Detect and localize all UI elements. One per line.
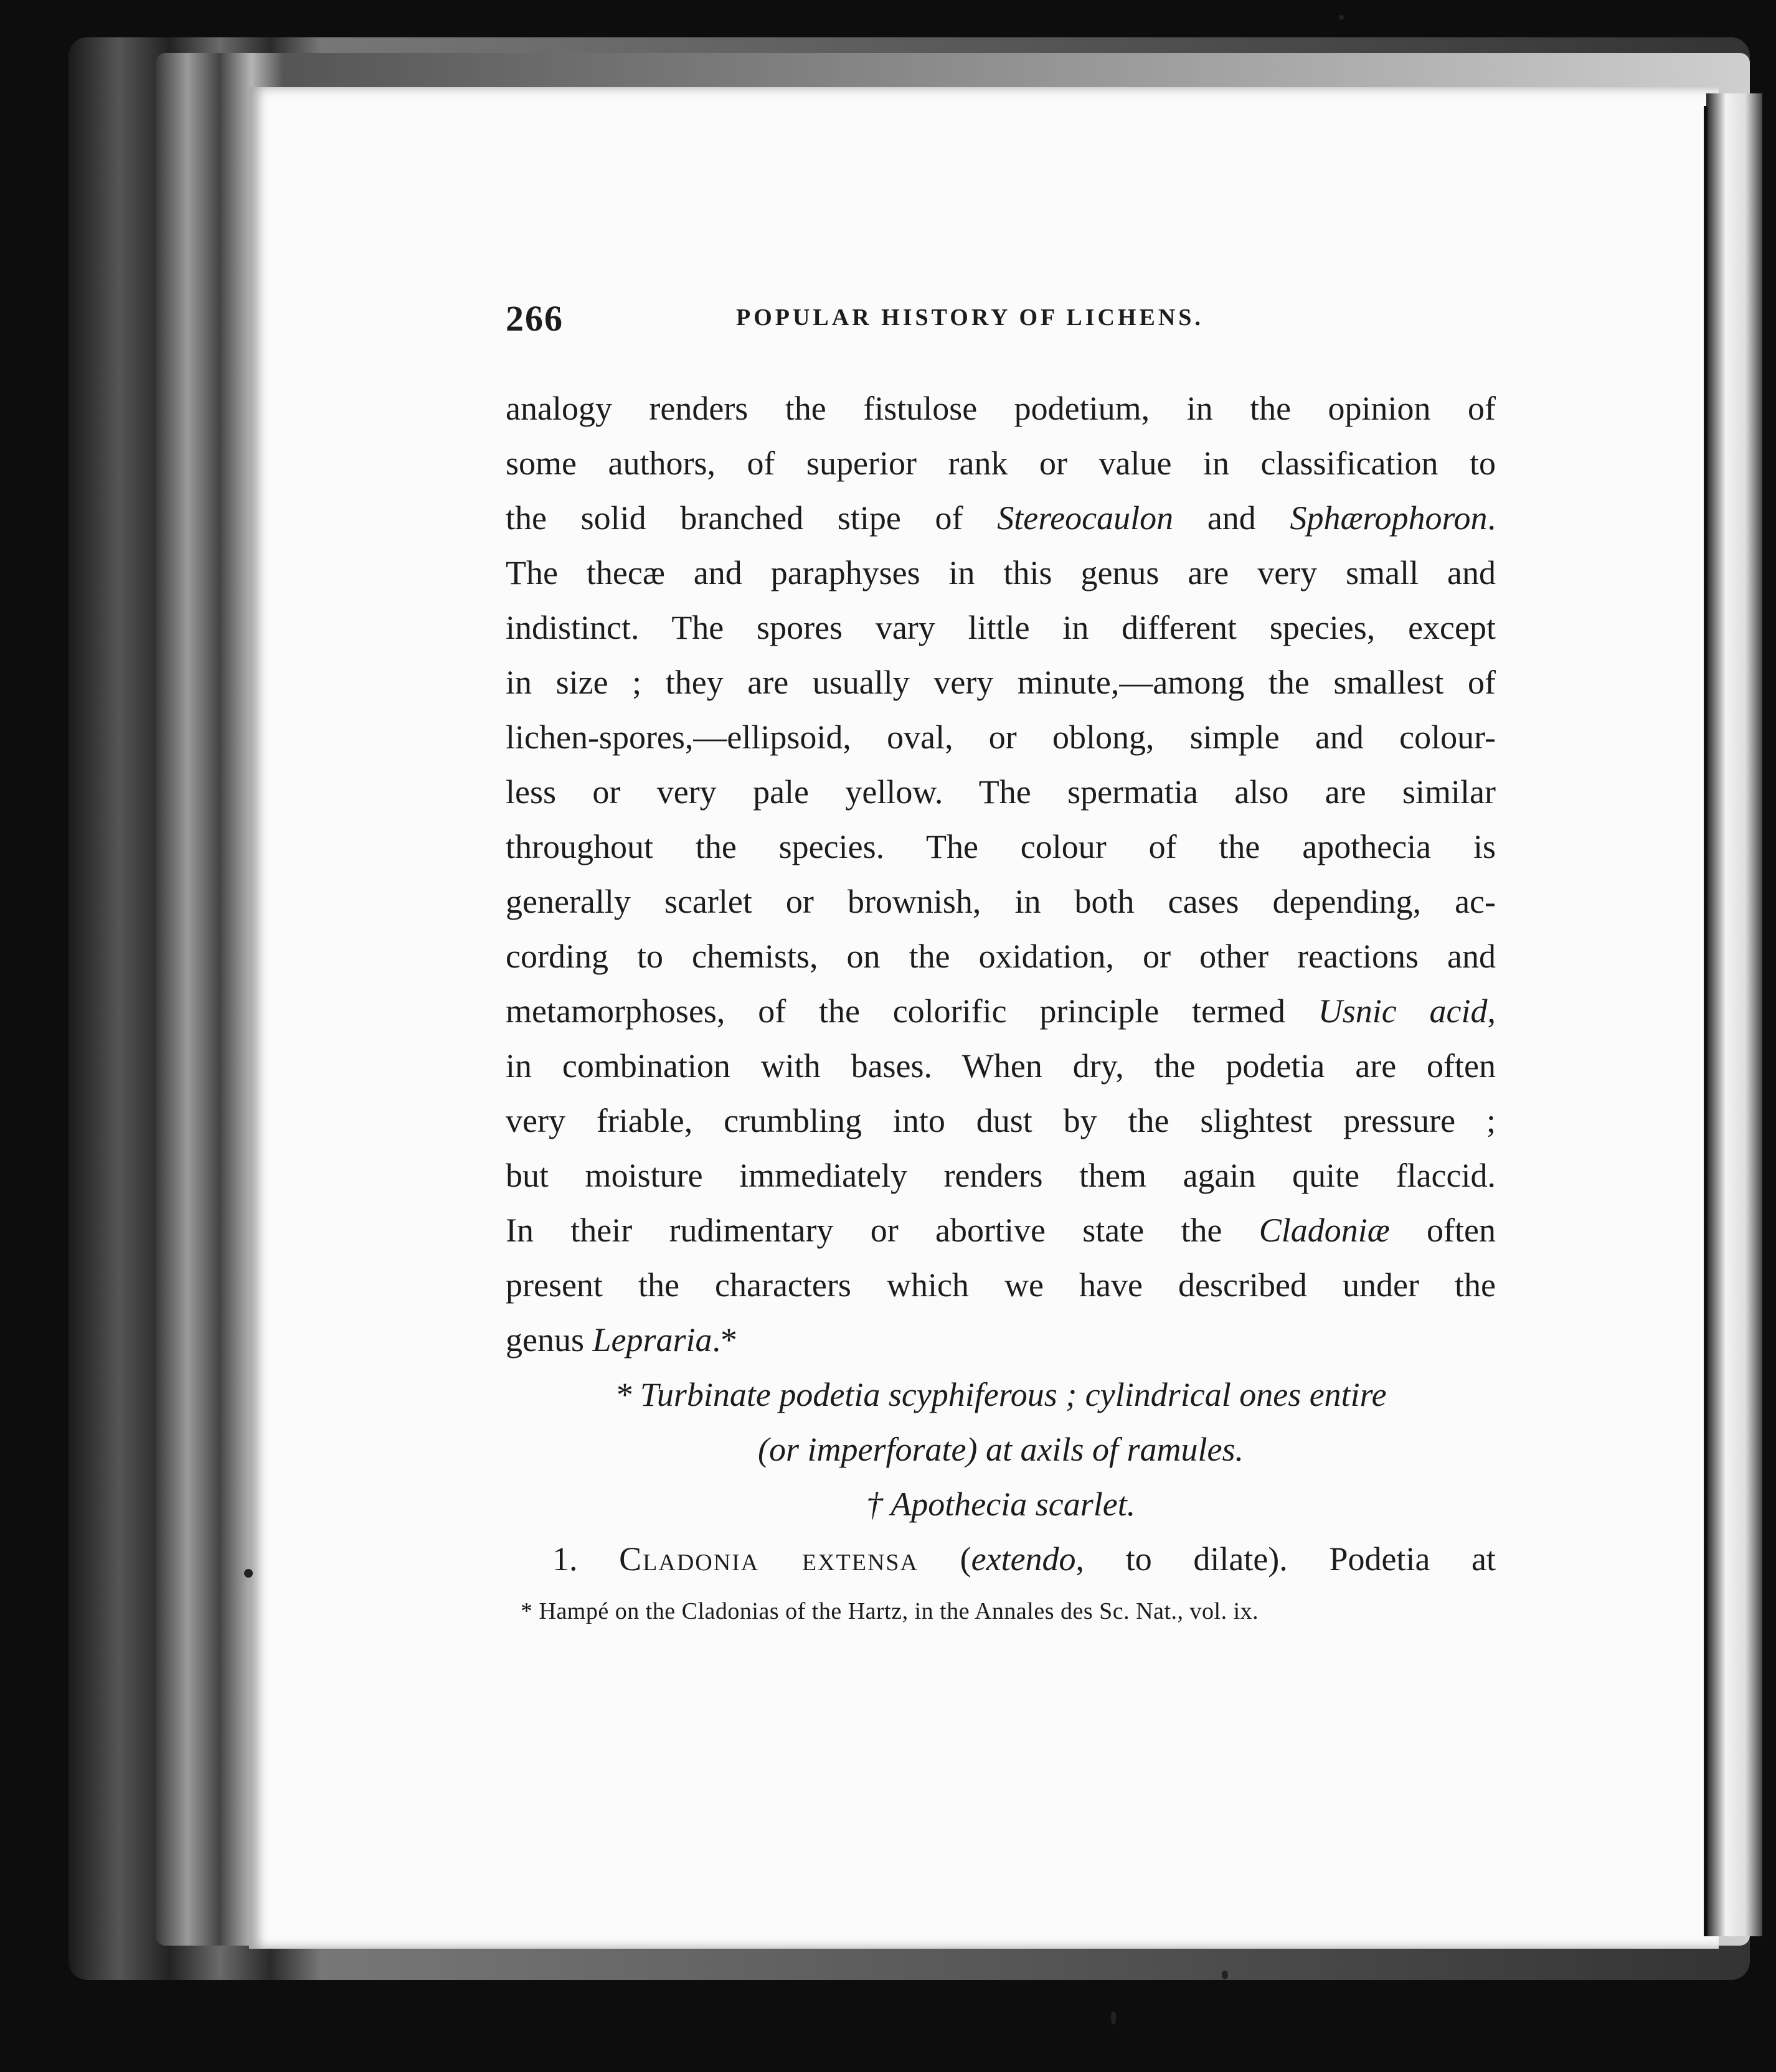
page-header <box>506 298 1502 341</box>
text-line: lichen-spores,—ellipsoid, oval, or oblong, simple and colour- <box>506 718 1496 756</box>
scan-speck <box>1339 15 1344 20</box>
scan-speck <box>244 1569 253 1578</box>
text-line: less or very pale yellow. The spermatia also are similar <box>506 773 1496 811</box>
text-line: In their rudimentary or abortive state the Cladoniæ often <box>506 1212 1496 1249</box>
species-name: Cladonia extensa <box>619 1540 919 1578</box>
body-text <box>506 381 1496 1636</box>
text-line: in combination with bases. When dry, the podetia are often <box>506 1047 1496 1085</box>
text-line: generally scarlet or brownish, in both cases depending, ac- <box>506 883 1496 920</box>
text-line: The thecæ and paraphyses in this genus are very small and <box>506 554 1496 591</box>
text-line: in size ; they are usually very minute,—among the smallest of <box>506 664 1496 701</box>
text-line: genus Lepraria.* <box>506 1321 738 1359</box>
text-line: present the characters which we have described under the <box>506 1266 1496 1304</box>
text-line: the solid branched stipe of Stereocaulon and Sphærophoron. <box>506 499 1496 537</box>
page-gutter-line <box>1704 106 1708 1936</box>
running-head: POPULAR HISTORY OF LICHENS. <box>736 304 1204 331</box>
scan-speck <box>1111 2011 1116 2025</box>
text-line: some authors, of superior rank or value in classification to <box>506 445 1496 482</box>
text-line: metamorphoses, of the colorific principle termed Usnic acid, <box>506 992 1496 1030</box>
text-line: indistinct. The spores vary little in different species, except <box>506 609 1496 646</box>
section-heading <box>506 1367 1496 1532</box>
text-line: very friable, crumbling into dust by the slightest pressure ; <box>506 1102 1496 1139</box>
text-line: cording to chemists, on the oxidation, or other reactions and <box>506 938 1496 975</box>
text-line: but moisture immediately renders them again quite flaccid. <box>506 1157 1496 1194</box>
scan-speck <box>1222 1971 1228 1979</box>
footnote: * Hampé on the Cladonias of the Hartz, in the Annales des Sc. Nat., vol. ix. <box>521 1598 1259 1624</box>
text-line: analogy renders the fistulose podetium, in the opinion of <box>506 390 1496 427</box>
etymology: extendo <box>971 1540 1076 1578</box>
facing-page-edge <box>1706 93 1762 1936</box>
section-heading-line: * Turbinate podetia scyphiferous ; cylindrical ones entire <box>615 1376 1387 1413</box>
text-line: throughout the species. The colour of the apothecia is <box>506 828 1496 865</box>
section-heading-line: (or imperforate) at axils of ramules. <box>758 1431 1244 1468</box>
subsection-heading: † Apothecia scarlet. <box>866 1486 1136 1523</box>
species-entry: 1. Cladonia extensa (extendo, to dilate). Podetia at <box>552 1540 1496 1578</box>
paragraph <box>506 381 1496 1367</box>
page-number: 266 <box>506 298 564 339</box>
